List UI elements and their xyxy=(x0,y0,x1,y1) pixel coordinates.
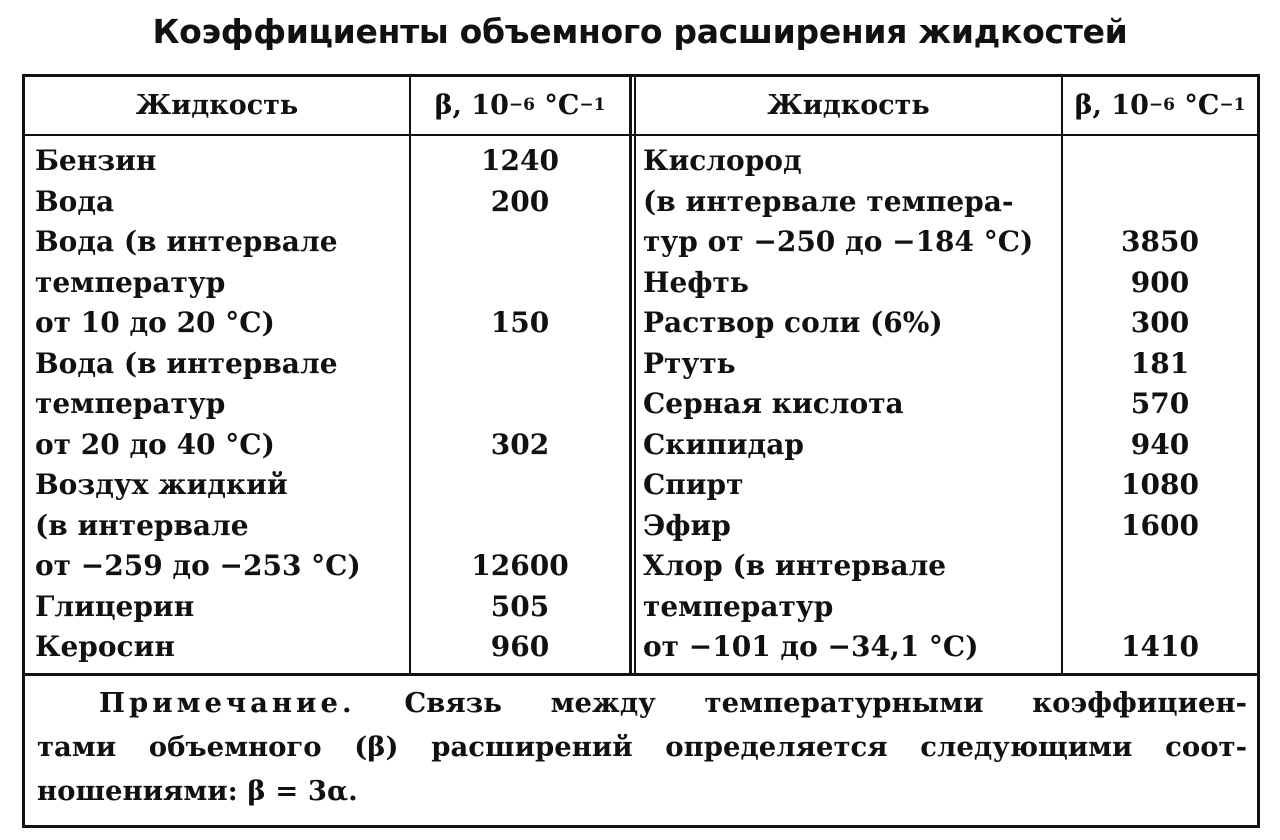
table-cell: Вода xyxy=(35,184,115,218)
table-value: 1410 xyxy=(1121,630,1199,663)
header-liquid-left: Жидкость xyxy=(135,90,299,121)
table-value xyxy=(1063,587,1257,628)
table-value: 302 xyxy=(490,427,550,461)
table-value xyxy=(1063,182,1257,223)
header-liquid-right: Жидкость xyxy=(767,90,930,121)
table-cell: Скипидар xyxy=(643,427,804,461)
right-beta-column xyxy=(1063,141,1257,668)
table-value xyxy=(411,222,629,263)
table-cell: Вода (в интервале xyxy=(35,225,338,258)
table-cell: Керосин xyxy=(35,630,175,663)
table-cell: Вода (в интервале xyxy=(35,346,338,380)
table-cell: (в интервале xyxy=(35,508,249,542)
table-value: 940 xyxy=(1130,427,1190,461)
table-cell: температур xyxy=(35,387,226,420)
table-value xyxy=(411,344,629,385)
table-value: 1240 xyxy=(481,144,559,177)
expansion-coefficients-table xyxy=(22,74,1260,828)
table-value: 12600 xyxy=(471,549,569,582)
double-column-divider xyxy=(629,77,632,673)
double-column-divider xyxy=(634,77,636,673)
note-label: Примечание. xyxy=(99,687,356,719)
table-cell: (в интервале темпера- xyxy=(643,184,1014,218)
table-cell: от 10 до 20 °C) xyxy=(35,306,275,339)
table-value: 300 xyxy=(1130,306,1190,339)
table-cell: Глицерин xyxy=(35,589,195,623)
table-cell: Хлор (в интервале xyxy=(643,549,947,582)
table-cell: Серная кислота xyxy=(643,387,904,420)
table-value xyxy=(411,263,629,304)
note-line-3: ношениями: β = 3α. xyxy=(37,775,358,807)
table-cell: от 20 до 40 °C) xyxy=(35,427,275,461)
header-rule xyxy=(25,134,1257,136)
table-cell: Воздух жидкий xyxy=(35,468,288,501)
table-value xyxy=(411,465,629,506)
note-line-2: тами объемного (β) расширений определяется следующими соот- xyxy=(37,731,1247,763)
table-value: 150 xyxy=(490,306,550,339)
header-beta-left: β, $10^{-6}$ $^\circ C^{-1}$ xyxy=(434,90,606,121)
table-cell: Нефть xyxy=(643,265,749,299)
table-note xyxy=(37,681,1247,813)
table-cell: Кислород xyxy=(643,144,802,177)
table-value: 3850 xyxy=(1121,225,1199,258)
table-cell: Раствор соли (6%) xyxy=(643,306,943,339)
left-liquid-column xyxy=(35,141,407,668)
table-cell: температур xyxy=(35,265,226,299)
table-cell: от −259 до −253 °C) xyxy=(35,549,361,582)
header-beta-right: β, $10^{-6}$ $^\circ C^{-1}$ xyxy=(1074,90,1246,121)
table-value: 200 xyxy=(490,184,550,218)
page-title: Коэффициенты объемного расширения жидкостей xyxy=(152,12,1128,51)
table-value: 960 xyxy=(490,630,550,663)
table-value xyxy=(1063,141,1257,182)
table-cell: температур xyxy=(643,589,834,623)
table-cell: Эфир xyxy=(643,508,731,542)
left-beta-column xyxy=(411,141,629,668)
table-cell: Бензин xyxy=(35,144,157,177)
table-value xyxy=(1063,546,1257,587)
table-value: 570 xyxy=(1130,387,1190,420)
table-value: 1600 xyxy=(1121,508,1199,542)
table-cell: тур от −250 до −184 °C) xyxy=(643,225,1034,258)
table-cell: Спирт xyxy=(643,468,744,501)
table-value xyxy=(411,384,629,425)
table-value: 505 xyxy=(490,589,550,623)
table-cell: Ртуть xyxy=(643,346,736,380)
table-value: 1080 xyxy=(1121,468,1199,501)
table-value xyxy=(411,506,629,547)
note-line-1: Примечание. Связь между температурными коэффициен- xyxy=(99,687,1248,719)
table-value: 900 xyxy=(1130,265,1190,299)
note-rule xyxy=(25,673,1257,676)
table-value: 181 xyxy=(1130,346,1190,380)
right-liquid-column xyxy=(643,141,1059,668)
table-cell: от −101 до −34,1 °C) xyxy=(643,630,979,663)
